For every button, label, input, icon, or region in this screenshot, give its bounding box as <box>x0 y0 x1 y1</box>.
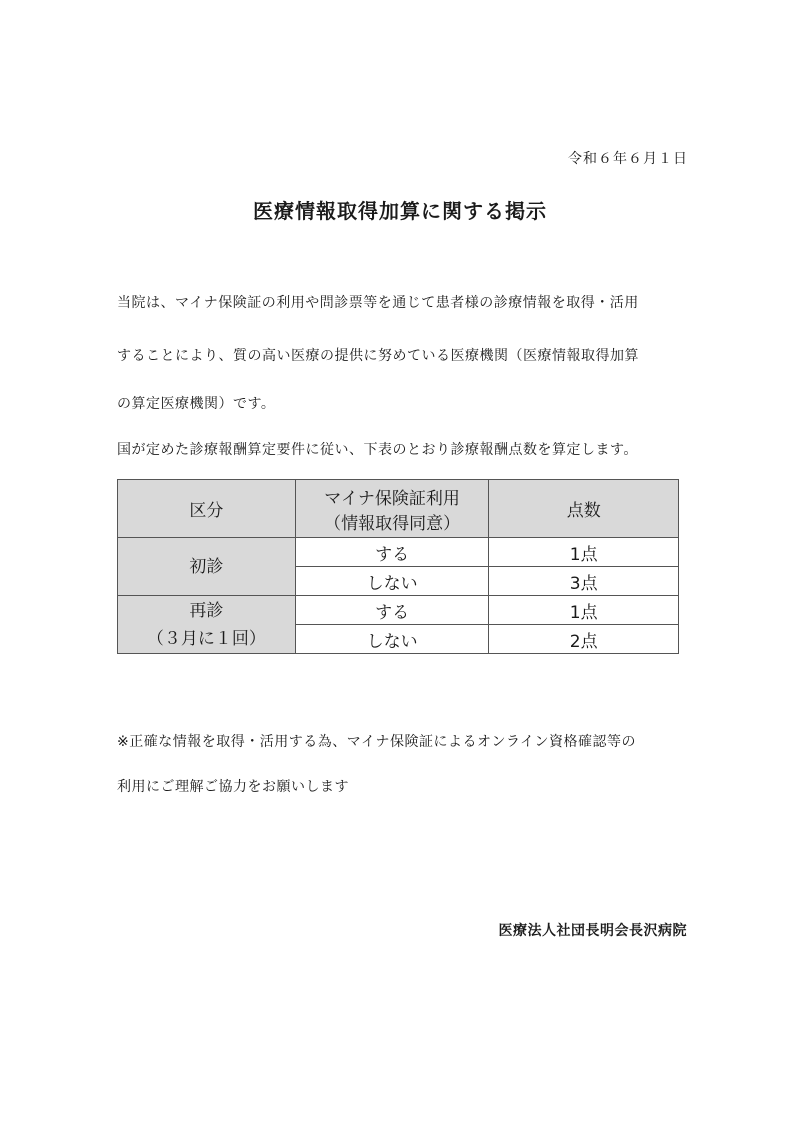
body-text-line: 国が定めた診療報酬算定要件に従い、下表のとおり診療報酬点数を算定します。 <box>117 442 638 458</box>
points-cell: 1点 <box>489 538 679 567</box>
usage-cell: しない <box>295 567 489 596</box>
body-text-line: の算定医療機関）です。 <box>117 396 276 412</box>
header-usage <box>295 480 489 538</box>
header-usage-line2: （情報取得同意） <box>324 513 461 534</box>
category-label: 初診 <box>189 556 224 577</box>
usage-cell: する <box>295 596 489 625</box>
header-usage-line1: マイナ保険証利用 <box>324 488 460 509</box>
header-category: 区分 <box>118 480 296 538</box>
category-sublabel: （３月に１回） <box>146 628 266 649</box>
table-header-row <box>118 480 679 538</box>
fee-table <box>117 479 679 654</box>
page-title: 医療情報取得加算に関する掲示 <box>253 199 547 223</box>
category-revisit <box>118 596 296 654</box>
category-label: 再診 <box>189 600 224 621</box>
notice-date: 令和６年６月１日 <box>568 151 688 167</box>
table-row <box>118 596 679 625</box>
header-points: 点数 <box>489 480 679 538</box>
organization-name: 医療法人社団長明会長沢病院 <box>498 923 687 939</box>
points-cell: 1点 <box>489 596 679 625</box>
table-row <box>118 538 679 567</box>
usage-cell: する <box>295 538 489 567</box>
points-cell: 3点 <box>489 567 679 596</box>
note-text-line: ※正確な情報を取得・活用する為、マイナ保険証によるオンライン資格確認等の <box>117 734 637 750</box>
body-text-line: 当院は、マイナ保険証の利用や問診票等を通じて患者様の診療情報を取得・活用 <box>117 295 639 311</box>
body-text-line: することにより、質の高い医療の提供に努めている医療機関（医療情報取得加算 <box>117 348 639 364</box>
usage-cell: しない <box>295 625 489 654</box>
points-cell: 2点 <box>489 625 679 654</box>
note-text-line: 利用にご理解ご協力をお願いします <box>117 779 349 795</box>
category-first-visit <box>118 538 296 596</box>
